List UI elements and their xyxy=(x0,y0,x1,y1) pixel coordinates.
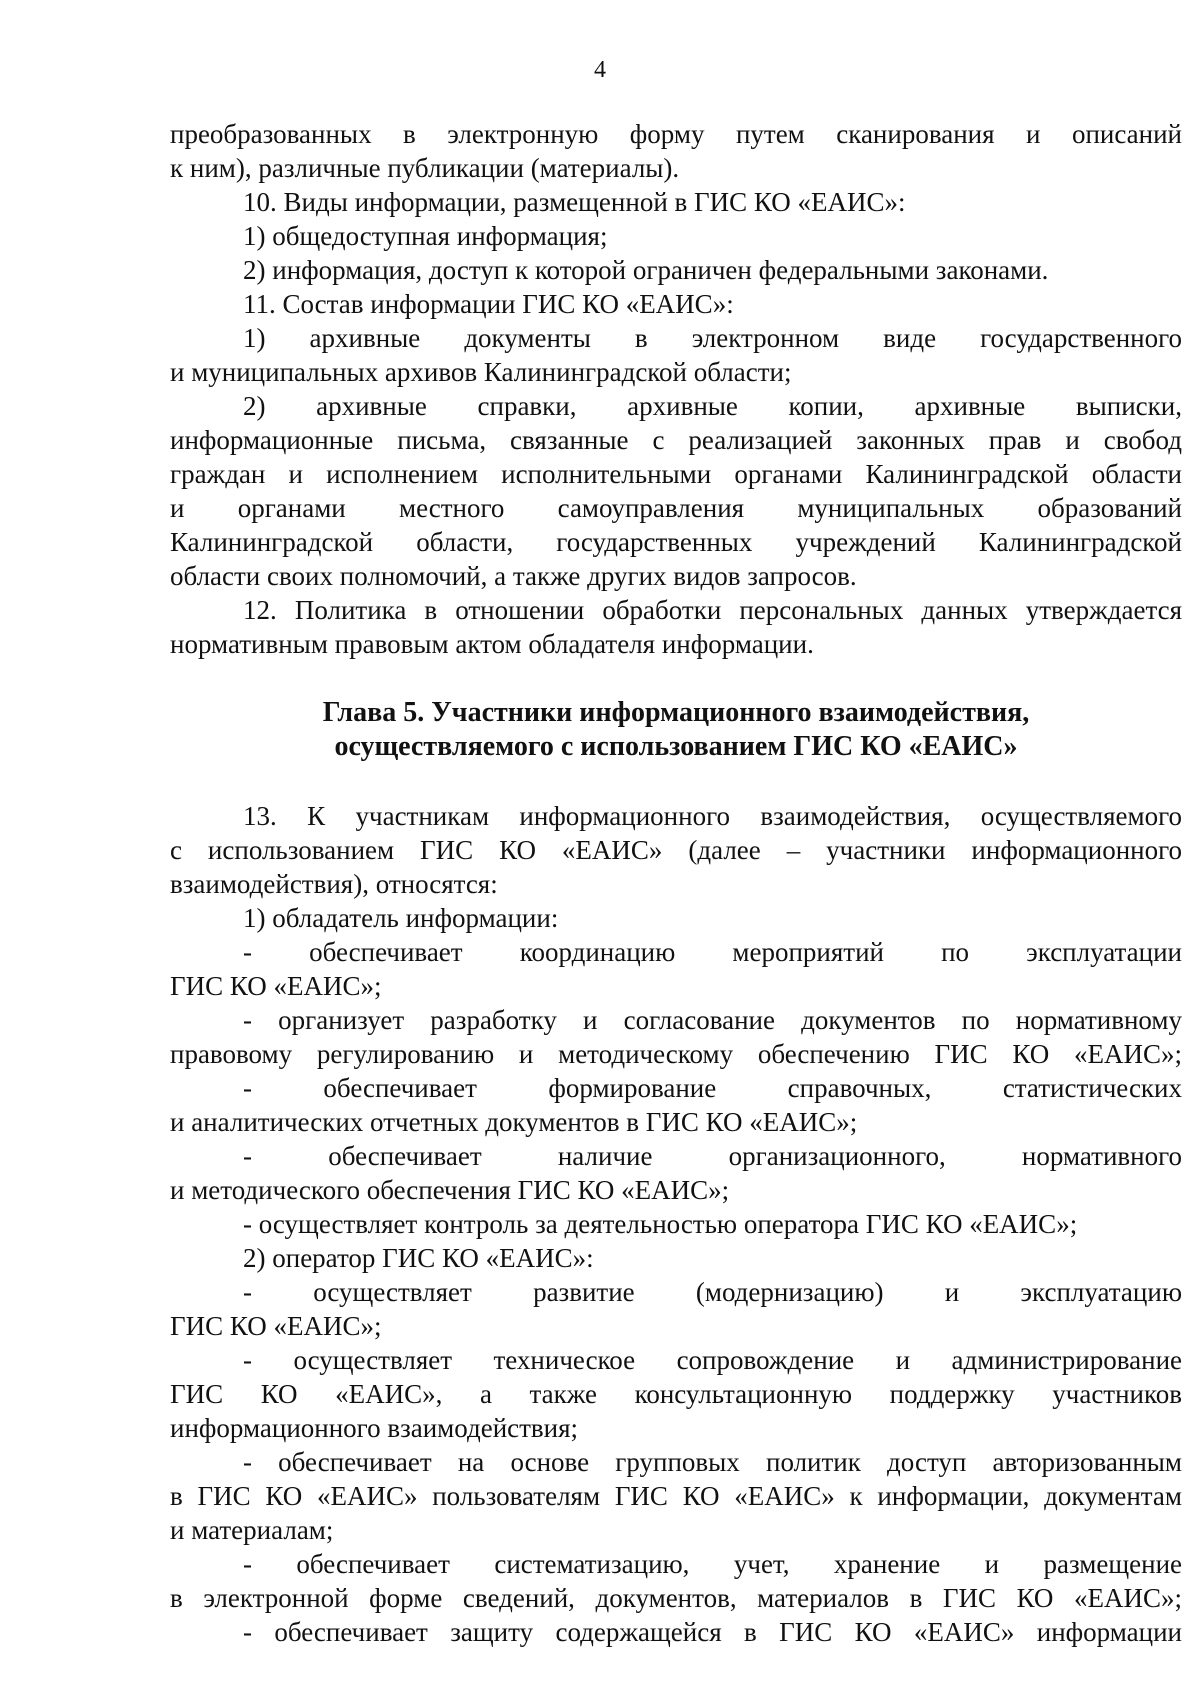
text-line: ГИС КО «ЕАИС», а также консультационную поддержку участников xyxy=(170,1379,1182,1409)
text-line: - обеспечивает на основе групповых политик доступ авторизованным xyxy=(243,1447,1182,1477)
text-line: - осуществляет развитие (модернизацию) и эксплуатацию xyxy=(243,1277,1182,1307)
text-line: к ним), различные публикации (материалы). xyxy=(170,153,680,183)
text-line: правовому регулированию и методическому обеспечению ГИС КО «ЕАИС»; xyxy=(170,1039,1182,1069)
text-line: 1) общедоступная информация; xyxy=(243,221,608,251)
text-line: - обеспечивает координацию мероприятий по эксплуатации xyxy=(243,937,1182,967)
chapter-heading-line: Глава 5. Участники информационного взаимодействия, xyxy=(322,697,1030,728)
text-line: граждан и исполнением исполнительными органами Калининградской области xyxy=(170,459,1182,489)
text-line: - организует разработку и согласование документов по нормативному xyxy=(243,1005,1182,1035)
text-line: и материалам; xyxy=(170,1515,334,1545)
text-line: области своих полномочий, а также других видов запросов. xyxy=(170,561,857,591)
text-line: и аналитических отчетных документов в ГИС КО «ЕАИС»; xyxy=(170,1107,858,1137)
text-line: и методического обеспечения ГИС КО «ЕАИС»; xyxy=(170,1175,730,1205)
text-line: - осуществляет техническое сопровождение и администрирование xyxy=(243,1345,1182,1375)
text-line: 2) архивные справки, архивные копии, архивные выписки, xyxy=(243,391,1182,421)
text-line: Калининградской области, государственных учреждений Калининградской xyxy=(170,527,1182,557)
text-line: нормативным правовым актом обладателя информации. xyxy=(170,629,814,659)
text-line: преобразованных в электронную форму путем сканирования и описаний xyxy=(170,119,1182,149)
chapter-heading-line: осуществляемого с использованием ГИС КО «ЕАИС» xyxy=(334,731,1018,762)
text-line: 12. Политика в отношении обработки персональных данных утверждается xyxy=(243,595,1182,625)
text-line: - обеспечивает формирование справочных, статистических xyxy=(243,1073,1182,1103)
text-line: в ГИС КО «ЕАИС» пользователям ГИС КО «ЕАИС» к информации, документам xyxy=(170,1481,1182,1511)
text-line: в электронной форме сведений, документов, материалов в ГИС КО «ЕАИС»; xyxy=(170,1583,1182,1613)
text-line: 1) архивные документы в электронном виде государственного xyxy=(243,323,1182,353)
text-line: и муниципальных архивов Калининградской области; xyxy=(170,357,792,387)
text-line: - обеспечивает систематизацию, учет, хранение и размещение xyxy=(243,1549,1182,1579)
text-line: - обеспечивает наличие организационного, нормативного xyxy=(243,1141,1182,1171)
text-line: с использованием ГИС КО «ЕАИС» (далее – участники информационного xyxy=(170,835,1182,865)
text-line: 2) оператор ГИС КО «ЕАИС»: xyxy=(243,1243,594,1273)
text-line: 13. К участникам информационного взаимодействия, осуществляемого xyxy=(243,801,1182,831)
text-line: - обеспечивает защиту содержащейся в ГИС КО «ЕАИС» информации xyxy=(243,1617,1182,1647)
page-number: 4 xyxy=(594,57,606,83)
text-line: - осуществляет контроль за деятельностью оператора ГИС КО «ЕАИС»; xyxy=(243,1209,1078,1239)
text-line: взаимодействия), относятся: xyxy=(170,869,498,899)
text-line: 2) информация, доступ к которой ограничен федеральными законами. xyxy=(243,255,1049,285)
text-line: 11. Состав информации ГИС КО «ЕАИС»: xyxy=(243,289,734,319)
text-line: и органами местного самоуправления муниципальных образований xyxy=(170,493,1182,523)
text-line: 10. Виды информации, размещенной в ГИС КО «ЕАИС»: xyxy=(243,187,906,217)
text-line: ГИС КО «ЕАИС»; xyxy=(170,1311,382,1341)
text-line: информационного взаимодействия; xyxy=(170,1413,579,1443)
text-line: 1) обладатель информации: xyxy=(243,903,559,933)
text-line: информационные письма, связанные с реализацией законных прав и свобод xyxy=(170,425,1182,455)
text-line: ГИС КО «ЕАИС»; xyxy=(170,971,382,1001)
